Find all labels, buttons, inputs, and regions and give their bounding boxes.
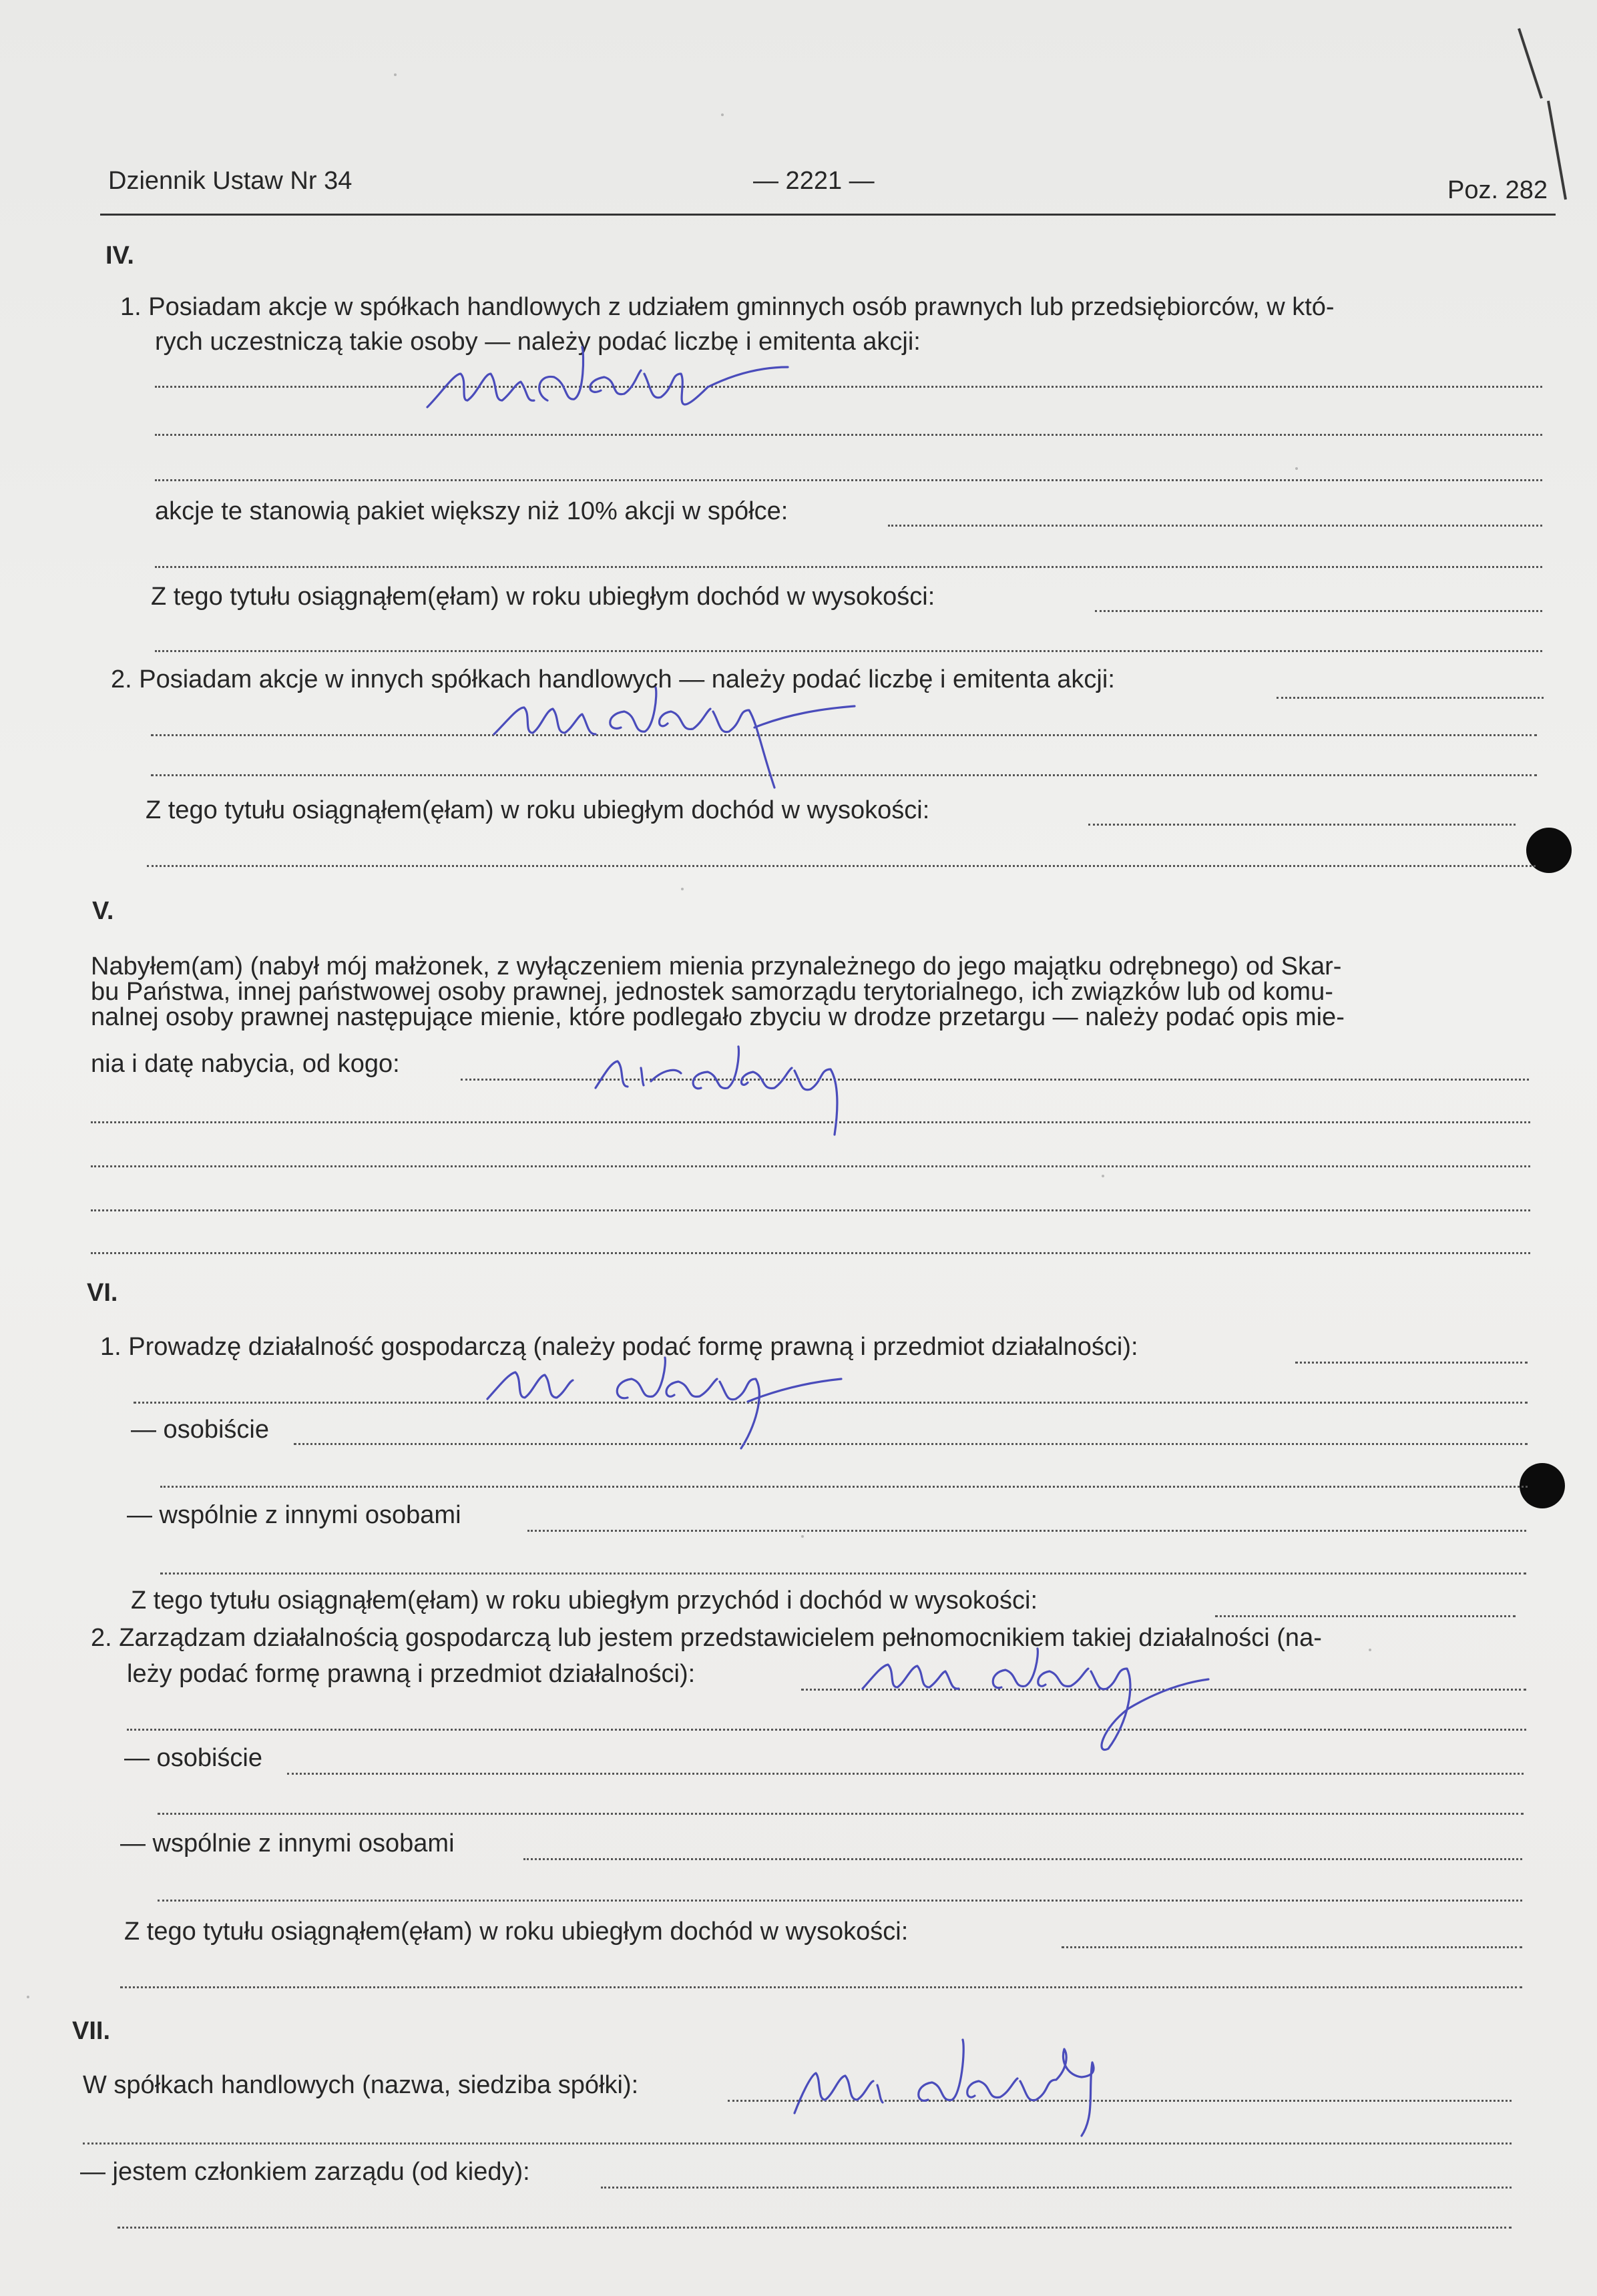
vi-item1-jointly: — wspólnie z innymi osobami [127, 1501, 461, 1529]
iv-item1-text: 1. Posiadam akcje w spółkach handlowych z udziałem gminnych osób prawnych lub przedsiębiorców, w któ- [120, 293, 1335, 321]
answer-line [1277, 697, 1544, 699]
scan-speck [1295, 467, 1298, 470]
answer-line [888, 525, 1542, 527]
scan-speck [394, 73, 397, 76]
vi-item1-text: 1. Prowadzę działalność gospodarczą (należy podać formę prawną i przedmiot działalności): [100, 1333, 1138, 1361]
iv-item2-text: 2. Posiadam akcje w innych spółkach handlowych — należy podać liczbę i emitenta akcji: [111, 665, 1115, 693]
answer-line [294, 1443, 1528, 1445]
v-text-cont: bu Państwa, innej państwowej osoby prawnej, jednostek samorządu terytorialnego, ich związków lub od komu- [91, 978, 1333, 1006]
v-text-cont: nia i datę nabycia, od kogo: [91, 1050, 400, 1078]
answer-line [158, 1900, 1522, 1902]
vi-item2-income: Z tego tytułu osiągnąłem(ęłam) w roku ubiegłym dochód w wysokości: [124, 1918, 909, 1946]
answer-line [160, 1572, 1526, 1574]
page-number: — 2221 — [753, 167, 875, 195]
answer-line [1295, 1362, 1528, 1364]
answer-line [91, 1252, 1530, 1254]
answer-line [151, 734, 1537, 736]
answer-line [1062, 1946, 1522, 1948]
answer-line [160, 1486, 1528, 1488]
answer-line [134, 1402, 1528, 1404]
answer-line [801, 1689, 1526, 1691]
iv-item2-income: Z tego tytułu osiągnąłem(ęłam) w roku ubiegłym dochód w wysokości: [146, 796, 930, 824]
v-text-cont: nalnej osoby prawnej następujące mienie, które podlegało zbyciu w drodze przetargu — należy podać opis mie- [91, 1003, 1345, 1031]
section-v-label: V. [92, 897, 114, 925]
scan-speck [801, 1535, 804, 1538]
vi-item2-text-cont: leży podać formę prawną i przedmiot działalności): [127, 1660, 696, 1688]
page-header [107, 167, 1556, 220]
scan-speck [721, 113, 724, 116]
scan-speck [1102, 1175, 1104, 1177]
answer-line [127, 1729, 1526, 1731]
iv-item1-income: Z tego tytułu osiągnąłem(ęłam) w roku ubiegłym dochód w wysokości: [151, 583, 935, 611]
vi-item2-text: 2. Zarządzam działalnością gospodarczą lub jestem przedstawicielem pełnomocnikiem takiej działalności (na- [91, 1624, 1322, 1652]
answer-line [91, 1209, 1530, 1211]
v-text: Nabyłem(am) (nabył mój małżonek, z wyłączeniem mienia przynależnego do jego majątku odrębnego) od Skar- [91, 952, 1342, 980]
scan-speck [1369, 1649, 1371, 1651]
scan-speck [27, 1996, 29, 1998]
answer-line [523, 1858, 1522, 1860]
answer-line [155, 650, 1542, 652]
section-vii-label: VII. [72, 2017, 111, 2045]
iv-item1-packet: akcje te stanowią pakiet większy niż 10% akcji w spółce: [155, 497, 788, 525]
answer-line [1088, 824, 1516, 826]
answer-line [1095, 610, 1542, 612]
answer-line [155, 434, 1542, 436]
iv-item1-text-cont: rych uczestniczą takie osoby — należy podać liczbę i emitenta akcji: [155, 328, 921, 356]
answer-line [1215, 1615, 1516, 1617]
vi-item1-income: Z tego tytułu osiągnąłem(ęłam) w roku ubiegłym przychód i dochód w wysokości: [131, 1587, 1038, 1615]
answer-line [728, 2100, 1512, 2102]
answer-line [91, 1121, 1530, 1123]
section-vi-label: VI. [87, 1279, 118, 1307]
header-rule [100, 214, 1556, 216]
vii-companies: W spółkach handlowych (nazwa, siedziba spółki): [83, 2071, 639, 2099]
answer-line [601, 2187, 1512, 2189]
answer-line [118, 2227, 1512, 2229]
answer-line [120, 1986, 1522, 1988]
answer-line [287, 1773, 1524, 1775]
section-iv-label: IV. [105, 242, 134, 270]
answer-line [147, 865, 1536, 867]
answer-line [151, 774, 1537, 776]
vi-item2-personally: — osobiście [124, 1744, 262, 1772]
answer-line [83, 2142, 1512, 2144]
position-number: Poz. 282 [1447, 176, 1548, 204]
journal-name: Dziennik Ustaw Nr 34 [108, 167, 353, 195]
answer-line [155, 566, 1542, 568]
answer-line [461, 1079, 1529, 1081]
vii-board-member: — jestem członkiem zarządu (od kiedy): [80, 2158, 530, 2186]
answer-line [158, 1813, 1524, 1815]
answer-line [155, 479, 1542, 481]
answer-line [527, 1530, 1526, 1532]
scan-speck [681, 888, 684, 890]
answer-line [155, 386, 1542, 388]
answer-line [91, 1165, 1530, 1167]
vi-item1-personally: — osobiście [131, 1416, 269, 1444]
vi-item2-jointly: — wspólnie z innymi osobami [120, 1829, 455, 1857]
